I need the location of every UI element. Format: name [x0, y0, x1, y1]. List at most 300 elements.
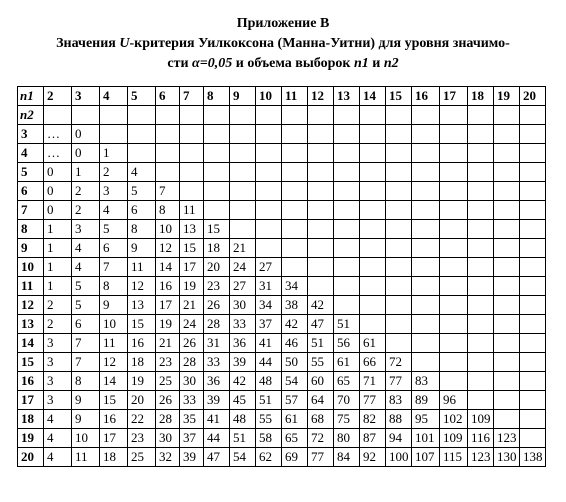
empty-cell — [100, 106, 128, 125]
empty-cell — [520, 334, 546, 353]
u-value-cell: 0 — [44, 182, 72, 201]
empty-cell — [440, 296, 468, 315]
u-value-cell: 10 — [100, 315, 128, 334]
u-value-cell: 1 — [44, 258, 72, 277]
u-value-cell: 17 — [100, 429, 128, 448]
u-value-cell: 44 — [204, 429, 230, 448]
empty-cell — [386, 125, 412, 144]
empty-cell — [494, 182, 520, 201]
u-value-cell: 0 — [72, 144, 100, 163]
u-value-cell: 68 — [308, 410, 334, 429]
u-value-cell: 24 — [230, 258, 256, 277]
empty-cell — [44, 106, 72, 125]
empty-cell — [334, 106, 360, 125]
u-value-cell: 8 — [156, 201, 180, 220]
u-value-cell: 22 — [128, 410, 156, 429]
column-header-n1: 15 — [386, 87, 412, 106]
empty-cell — [440, 125, 468, 144]
empty-cell — [412, 182, 440, 201]
empty-cell — [282, 182, 308, 201]
empty-cell — [282, 239, 308, 258]
u-value-cell: 77 — [308, 448, 334, 467]
u-value-cell: 10 — [72, 429, 100, 448]
empty-cell — [256, 239, 282, 258]
column-header-n1: 6 — [156, 87, 180, 106]
u-value-cell: 3 — [72, 220, 100, 239]
empty-cell — [230, 125, 256, 144]
u-value-cell: 3 — [44, 334, 72, 353]
u-value-cell: 69 — [282, 448, 308, 467]
empty-cell — [360, 315, 386, 334]
empty-cell — [282, 258, 308, 277]
u-value-cell: 18 — [128, 353, 156, 372]
empty-cell — [520, 125, 546, 144]
u-value-cell: 15 — [180, 239, 204, 258]
column-header-n1: 13 — [334, 87, 360, 106]
u-value-cell: 7 — [156, 182, 180, 201]
empty-cell — [520, 258, 546, 277]
u-value-cell: 39 — [204, 391, 230, 410]
u-value-cell: 65 — [282, 429, 308, 448]
table-row — [18, 277, 546, 296]
u-value-cell: 138 — [520, 448, 546, 467]
u-value-cell: 70 — [334, 391, 360, 410]
empty-cell — [468, 144, 494, 163]
u-value-cell: 19 — [128, 372, 156, 391]
u-value-cell: 30 — [156, 429, 180, 448]
u-value-cell: 50 — [282, 353, 308, 372]
empty-cell — [412, 258, 440, 277]
u-value-cell: 109 — [468, 410, 494, 429]
u-value-cell: 2 — [72, 182, 100, 201]
corner-n1-label: n1 — [18, 87, 44, 106]
empty-cell — [180, 163, 204, 182]
row-header-n2: 6 — [18, 182, 44, 201]
column-header-n1: 8 — [204, 87, 230, 106]
empty-cell — [468, 201, 494, 220]
u-value-cell: 30 — [230, 296, 256, 315]
u-value-cell: 94 — [386, 429, 412, 448]
empty-cell — [412, 144, 440, 163]
u-value-cell: 26 — [204, 296, 230, 315]
u-value-cell: 35 — [180, 410, 204, 429]
u-value-cell: 72 — [308, 429, 334, 448]
empty-cell — [520, 106, 546, 125]
empty-cell — [386, 220, 412, 239]
u-value-cell: 4 — [44, 448, 72, 467]
empty-cell — [412, 334, 440, 353]
table-row — [18, 125, 546, 144]
empty-cell — [204, 163, 230, 182]
empty-cell — [204, 182, 230, 201]
row-header-n2: 12 — [18, 296, 44, 315]
empty-cell — [256, 201, 282, 220]
u-value-cell: 61 — [360, 334, 386, 353]
u-value-cell: 42 — [282, 315, 308, 334]
empty-cell — [230, 163, 256, 182]
u-value-cell: 57 — [282, 391, 308, 410]
empty-cell — [360, 296, 386, 315]
empty-cell — [494, 239, 520, 258]
u-value-cell: 5 — [72, 277, 100, 296]
u-value-cell: 13 — [180, 220, 204, 239]
table-row — [18, 182, 546, 201]
row-header-n2: 5 — [18, 163, 44, 182]
empty-cell — [386, 201, 412, 220]
empty-cell — [440, 144, 468, 163]
column-header-n1: 20 — [520, 87, 546, 106]
u-value-cell: 8 — [72, 372, 100, 391]
u-value-cell: 0 — [44, 163, 72, 182]
u-value-cell: 95 — [412, 410, 440, 429]
u-value-cell: 39 — [180, 448, 204, 467]
empty-cell — [520, 277, 546, 296]
empty-cell — [520, 353, 546, 372]
empty-cell — [386, 334, 412, 353]
table-row — [18, 334, 546, 353]
u-value-cell: 4 — [72, 258, 100, 277]
table-row — [18, 239, 546, 258]
u-value-cell: 47 — [308, 315, 334, 334]
empty-cell — [308, 201, 334, 220]
empty-cell — [156, 106, 180, 125]
row-header-n2: 11 — [18, 277, 44, 296]
empty-cell — [494, 315, 520, 334]
row-header-n2: 16 — [18, 372, 44, 391]
u-value-cell: 25 — [128, 448, 156, 467]
u-value-cell: 41 — [204, 410, 230, 429]
column-header-n1: 18 — [468, 87, 494, 106]
u-value-cell: 3 — [44, 372, 72, 391]
empty-cell — [334, 239, 360, 258]
table-row — [18, 372, 546, 391]
u-value-cell: 11 — [180, 201, 204, 220]
empty-cell — [230, 106, 256, 125]
n2-label-row — [18, 106, 546, 125]
empty-cell — [412, 201, 440, 220]
empty-cell — [412, 106, 440, 125]
u-value-cell: 75 — [334, 410, 360, 429]
empty-cell — [180, 182, 204, 201]
u-value-cell: 54 — [282, 372, 308, 391]
u-value-cell: 61 — [334, 353, 360, 372]
u-value-cell: 77 — [386, 372, 412, 391]
table-row — [18, 391, 546, 410]
appendix-heading: Приложение В — [236, 16, 330, 31]
table-row — [18, 220, 546, 239]
u-value-cell: 51 — [256, 391, 282, 410]
u-value-cell: 37 — [180, 429, 204, 448]
u-value-cell: 55 — [256, 410, 282, 429]
u-value-cell: 83 — [412, 372, 440, 391]
u-value-cell: 7 — [100, 258, 128, 277]
u-value-cell: 4 — [128, 163, 156, 182]
empty-cell — [468, 372, 494, 391]
caption-text: сти — [167, 56, 193, 71]
u-value-cell: 1 — [44, 220, 72, 239]
u-value-cell: 12 — [128, 277, 156, 296]
column-header-n1: 16 — [412, 87, 440, 106]
u-value-cell: 11 — [72, 448, 100, 467]
u-value-cell: 100 — [386, 448, 412, 467]
u-value-cell: 47 — [204, 448, 230, 467]
u-value-cell: 102 — [440, 410, 468, 429]
empty-cell — [308, 144, 334, 163]
empty-cell — [282, 163, 308, 182]
u-value-cell: 84 — [334, 448, 360, 467]
table-row — [18, 258, 546, 277]
u-value-cell: 65 — [334, 372, 360, 391]
empty-cell — [412, 353, 440, 372]
empty-cell — [386, 258, 412, 277]
u-value-cell: 9 — [128, 239, 156, 258]
row-header-n2: 10 — [18, 258, 44, 277]
row-header-n2: 15 — [18, 353, 44, 372]
corner-n2-label: n2 — [18, 106, 44, 125]
u-value-cell: 42 — [308, 296, 334, 315]
table-row — [18, 315, 546, 334]
empty-cell — [230, 201, 256, 220]
u-value-cell: 23 — [204, 277, 230, 296]
u-value-cell: 15 — [128, 315, 156, 334]
u-value-cell: 56 — [334, 334, 360, 353]
table-caption-line-2 — [0, 54, 566, 74]
u-value-cell: 6 — [100, 239, 128, 258]
empty-cell — [520, 182, 546, 201]
u-value-cell: 82 — [360, 410, 386, 429]
empty-cell — [360, 106, 386, 125]
row-header-n2: 3 — [18, 125, 44, 144]
u-value-cell: 77 — [360, 391, 386, 410]
u-value-cell: 16 — [100, 410, 128, 429]
empty-cell — [520, 220, 546, 239]
empty-cell — [180, 125, 204, 144]
empty-cell — [440, 163, 468, 182]
empty-cell — [520, 372, 546, 391]
u-value-cell: 3 — [100, 182, 128, 201]
empty-cell — [520, 144, 546, 163]
empty-cell — [308, 125, 334, 144]
u-value-cell: 30 — [180, 372, 204, 391]
u-value-cell: 60 — [308, 372, 334, 391]
u-value-cell: 28 — [204, 315, 230, 334]
row-header-n2: 14 — [18, 334, 44, 353]
u-value-cell: 10 — [156, 220, 180, 239]
empty-cell — [282, 106, 308, 125]
u-value-cell: 61 — [282, 410, 308, 429]
empty-cell — [204, 201, 230, 220]
empty-cell — [386, 163, 412, 182]
empty-cell — [180, 106, 204, 125]
u-value-cell: 0 — [72, 125, 100, 144]
u-value-cell: 123 — [468, 448, 494, 467]
empty-cell — [128, 144, 156, 163]
u-value-cell: 5 — [72, 296, 100, 315]
empty-cell — [468, 182, 494, 201]
empty-cell — [360, 201, 386, 220]
empty-cell — [180, 144, 204, 163]
empty-cell — [520, 429, 546, 448]
u-value-cell: 15 — [100, 391, 128, 410]
empty-cell — [230, 144, 256, 163]
empty-cell — [468, 125, 494, 144]
u-value-cell: 7 — [72, 353, 100, 372]
u-value-cell: 26 — [156, 391, 180, 410]
u-value-cell: 87 — [360, 429, 386, 448]
empty-cell — [386, 277, 412, 296]
empty-cell — [468, 315, 494, 334]
empty-cell — [334, 163, 360, 182]
empty-cell — [334, 277, 360, 296]
empty-cell — [256, 144, 282, 163]
table-row — [18, 201, 546, 220]
empty-cell — [520, 163, 546, 182]
empty-cell — [494, 258, 520, 277]
u-value-cell: 51 — [334, 315, 360, 334]
empty-cell — [156, 125, 180, 144]
u-value-cell: … — [44, 144, 72, 163]
empty-cell — [468, 353, 494, 372]
empty-cell — [360, 239, 386, 258]
u-value-cell: 8 — [128, 220, 156, 239]
row-header-n2: 4 — [18, 144, 44, 163]
row-header-n2: 7 — [18, 201, 44, 220]
u-value-cell: 46 — [282, 334, 308, 353]
u-value-cell: 15 — [204, 220, 230, 239]
u-value-cell: 25 — [156, 372, 180, 391]
u-value-cell: 58 — [256, 429, 282, 448]
u-value-cell: … — [44, 125, 72, 144]
empty-cell — [440, 277, 468, 296]
empty-cell — [468, 258, 494, 277]
table-row — [18, 410, 546, 429]
empty-cell — [440, 258, 468, 277]
caption-text: Значения — [56, 36, 120, 51]
u-value-cell: 11 — [128, 258, 156, 277]
empty-cell — [308, 239, 334, 258]
u-value-cell: 3 — [44, 391, 72, 410]
u-value-cell: 83 — [386, 391, 412, 410]
empty-cell — [468, 239, 494, 258]
empty-cell — [156, 163, 180, 182]
empty-cell — [204, 144, 230, 163]
u-value-cell: 38 — [282, 296, 308, 315]
u-value-cell: 45 — [230, 391, 256, 410]
u-value-cell: 71 — [360, 372, 386, 391]
empty-cell — [360, 163, 386, 182]
u-value-cell: 5 — [100, 220, 128, 239]
empty-cell — [412, 296, 440, 315]
empty-cell — [308, 258, 334, 277]
empty-cell — [156, 144, 180, 163]
empty-cell — [440, 334, 468, 353]
u-value-cell: 92 — [360, 448, 386, 467]
empty-cell — [494, 372, 520, 391]
u-value-cell: 2 — [44, 315, 72, 334]
u-value-cell: 37 — [256, 315, 282, 334]
empty-cell — [360, 125, 386, 144]
empty-cell — [204, 106, 230, 125]
empty-cell — [282, 144, 308, 163]
empty-cell — [256, 220, 282, 239]
u-value-cell: 8 — [100, 277, 128, 296]
column-header-n1: 12 — [308, 87, 334, 106]
empty-cell — [386, 144, 412, 163]
empty-cell — [520, 201, 546, 220]
u-value-cell: 4 — [44, 410, 72, 429]
empty-cell — [386, 106, 412, 125]
empty-cell — [256, 125, 282, 144]
u-value-cell: 101 — [412, 429, 440, 448]
u-value-cell: 36 — [204, 372, 230, 391]
u-value-cell: 80 — [334, 429, 360, 448]
empty-cell — [334, 125, 360, 144]
caption-n1: n1 — [353, 56, 369, 71]
empty-cell — [334, 296, 360, 315]
empty-cell — [386, 239, 412, 258]
empty-cell — [128, 125, 156, 144]
empty-cell — [412, 239, 440, 258]
u-value-cell: 11 — [100, 334, 128, 353]
u-value-cell: 34 — [256, 296, 282, 315]
empty-cell — [308, 277, 334, 296]
u-value-cell: 1 — [100, 144, 128, 163]
empty-cell — [308, 220, 334, 239]
column-header-n1: 10 — [256, 87, 282, 106]
empty-cell — [360, 182, 386, 201]
empty-cell — [360, 220, 386, 239]
empty-cell — [204, 125, 230, 144]
u-value-cell: 36 — [230, 334, 256, 353]
empty-cell — [520, 391, 546, 410]
u-value-cell: 6 — [72, 315, 100, 334]
column-header-n1: 2 — [44, 87, 72, 106]
empty-cell — [282, 125, 308, 144]
caption-text: -критерия Уилкоксона (Манна-Уитни) для уровня значимо- — [129, 36, 510, 51]
empty-cell — [334, 258, 360, 277]
u-value-cell: 33 — [230, 315, 256, 334]
row-header-n2: 20 — [18, 448, 44, 467]
u-value-cell: 51 — [308, 334, 334, 353]
empty-cell — [494, 125, 520, 144]
u-value-cell: 42 — [230, 372, 256, 391]
empty-cell — [128, 106, 156, 125]
column-header-n1: 5 — [128, 87, 156, 106]
empty-cell — [360, 144, 386, 163]
u-value-cell: 44 — [256, 353, 282, 372]
u-value-cell: 4 — [72, 239, 100, 258]
empty-cell — [334, 182, 360, 201]
empty-cell — [440, 315, 468, 334]
u-value-cell: 48 — [230, 410, 256, 429]
u-value-cell: 16 — [156, 277, 180, 296]
empty-cell — [256, 106, 282, 125]
u-value-cell: 12 — [100, 353, 128, 372]
u-value-cell: 19 — [180, 277, 204, 296]
u-value-cell: 20 — [204, 258, 230, 277]
u-value-cell: 116 — [468, 429, 494, 448]
empty-cell — [494, 277, 520, 296]
u-value-cell: 26 — [180, 334, 204, 353]
u-value-cell: 31 — [204, 334, 230, 353]
u-value-cell: 6 — [128, 201, 156, 220]
u-value-cell: 107 — [412, 448, 440, 467]
u-value-cell: 23 — [156, 353, 180, 372]
u-value-cell: 4 — [44, 429, 72, 448]
row-header-n2: 13 — [18, 315, 44, 334]
column-header-n1: 4 — [100, 87, 128, 106]
empty-cell — [412, 163, 440, 182]
